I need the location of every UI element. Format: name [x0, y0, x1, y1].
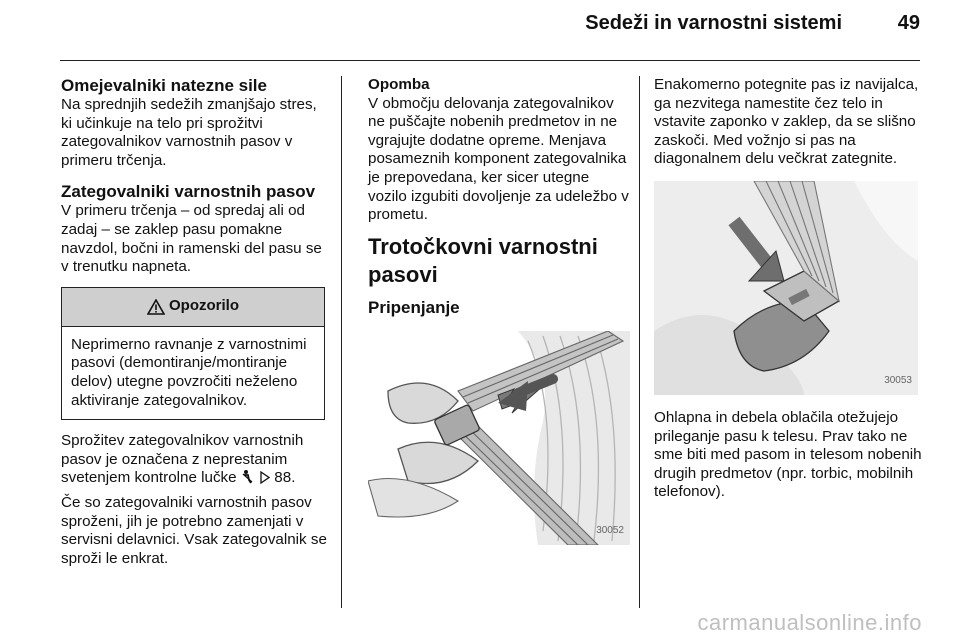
page-header-title: Sedeži in varnostni sistemi [585, 12, 842, 34]
buckle-insert-drawing [654, 181, 918, 395]
column-divider-1 [341, 76, 342, 608]
paragraph-indicator [61, 432, 327, 488]
warning-text: Neprimerno ravnanje z varnostnimi pasovi (demontiranje/montiranje delov) utegne povzročiti neželeno aktiviranje zategovalnikov. [71, 335, 307, 409]
paragraph-replacement: Če so zategovalniki varnostnih pasov sproženi, jih je potrebno zamenjati v servisni delavnici. Vsak zategovalnik se sproži le enkrat. [61, 493, 327, 567]
header-divider [60, 60, 920, 61]
paragraph-pretensioners: V primeru trčenja – od spredaj ali od zadaj – se zaklep pasu pomakne navzdol, bočni in ramenski del pasu se v trenutku napneta. [61, 202, 322, 276]
indicator-text: Sprožitev zategovalnikov varnostnih pasov je označena z neprestanim svetenjem kontrolne lučke [61, 432, 304, 487]
warning-header [62, 288, 324, 327]
column-1 [61, 76, 327, 568]
warning-box [61, 287, 325, 420]
subsection-fastening: Pripenjanje [368, 297, 460, 317]
warning-title: Opozorilo [169, 297, 239, 315]
page-reference[interactable]: 88. [274, 469, 296, 487]
belt-fastening-drawing [368, 331, 630, 545]
section-heading-pretensioners: Zategovalniki varnostnih pasov [61, 182, 316, 202]
column-2 [368, 76, 630, 545]
page-reference-arrow-icon [259, 471, 270, 484]
warning-triangle-icon [147, 299, 165, 315]
page-number: 49 [897, 12, 920, 34]
section-title-three-point-belts: Trotočkovni varnostni pasovi [368, 233, 598, 287]
note-text: V območju delovanja zategovalnikov ne puščajte nobenih predmetov in ne vgrajujte dodatne opreme. Menjava posameznih komponent zategovalnika je prepovedana, ker sicer utegne vozilo izgubiti dovoljenje za udeležbo v prometu. [368, 94, 629, 224]
seatbelt-tensioner-lamp-icon [241, 469, 255, 484]
column-divider-2 [639, 76, 640, 608]
column-3 [654, 76, 922, 502]
section-heading-force-limiters: Omejevalniki natezne sile [61, 76, 267, 95]
note-title: Opomba [368, 76, 430, 93]
paragraph-pull-belt: Enakomerno potegnite pas iz navijalca, ga nezvitega namestite čez telo in vstavite zaponko v zaklep, da se slišno zaskoči. Med vožnjo si pas na diagonalnem delu večkrat zategnite. [654, 76, 919, 168]
illustration-fastening-belt [368, 331, 630, 545]
figure-code: 30052 [596, 525, 624, 537]
watermark: carmanualsonline.info [697, 610, 922, 635]
illustration-buckle-insert [654, 181, 918, 395]
paragraph-force-limiters: Na sprednjih sedežih zmanjšajo stres, ki učinkuje na telo pri sprožitvi zategovalnikov varnostnih pasov v primeru trčenja. [61, 96, 317, 169]
figure-code: 30053 [884, 375, 912, 387]
paragraph-clothing: Ohlapna in debela oblačila otežujejo prileganje pasu k telesu. Prav tako ne sme biti med pasom in telesom nobenih drugih predmetov (npr. torbic, mobilnih telefonov). [654, 408, 922, 501]
